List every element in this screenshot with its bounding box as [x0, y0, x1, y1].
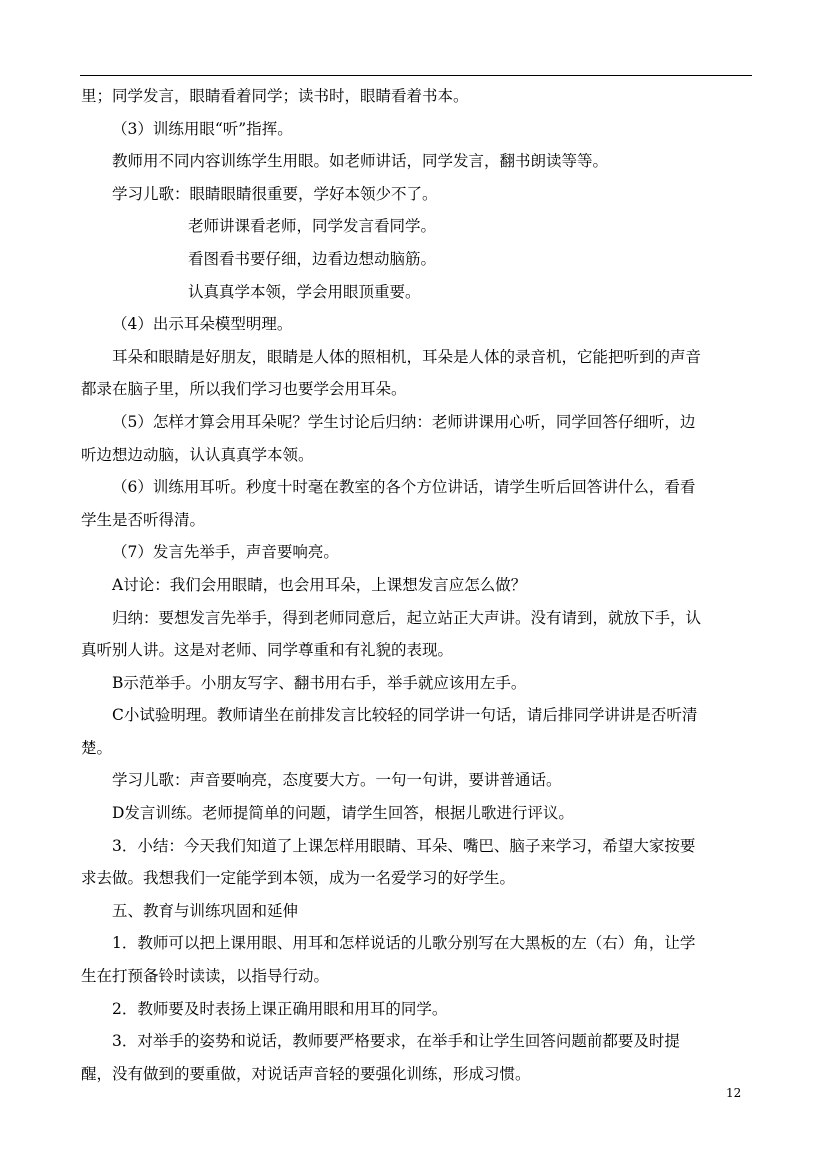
text-line: 看图看书要仔细，边看边想动脑筋。 [188, 249, 437, 268]
text-line: 认真真学本领，学会用眼顶重要。 [188, 282, 421, 301]
text-line: 真听别人讲。这是对老师、同学尊重和有礼貌的表现。 [81, 641, 454, 660]
text-line: 教师用不同内容训练学生用眼。如老师讲话，同学发言，翻书朗读等等。 [112, 152, 609, 171]
text-line: 楚。 [81, 738, 113, 757]
text-line: （5）怎样才算会用耳朵呢？学生讨论后归纳：老师讲课用心听，同学回答仔细听，边 [112, 412, 696, 431]
text-line: （4）出示耳朵模型明理。 [112, 315, 293, 334]
text-line: D发言训练。老师提简单的问题，请学生回答，根据儿歌进行评议。 [112, 804, 574, 823]
text-line: 学习儿歌：声音要响亮，态度要大方。一句一句讲，要讲普通话。 [112, 771, 562, 790]
text-line: 五、教育与训练巩固和延伸 [112, 901, 299, 920]
text-line: 求去做。我想我们一定能学到本领，成为一名爱学习的好学生。 [81, 869, 516, 888]
page-number: 12 [726, 1086, 742, 1100]
text-line: （3）训练用眼“听”指挥。 [112, 119, 293, 138]
text-line: （7）发言先举手，声音要响亮。 [112, 543, 339, 562]
text-line: 醒，没有做到的要重做，对说话声音轻的要强化训练，形成习惯。 [81, 1064, 531, 1083]
text-line: A讨论：我们会用眼睛，也会用耳朵，上课想发言应怎么做？ [112, 575, 527, 594]
text-line: （6）训练用耳听。秒度十时毫在教室的各个方位讲话，请学生听后回答讲什么，看看 [112, 478, 696, 497]
text-line: B示范举手。小朋友写字、翻书用右手，举手就应该用左手。 [112, 673, 527, 692]
text-line: 耳朵和眼睛是好朋友，眼睛是人体的照相机，耳朵是人体的录音机，它能把听到的声音 [112, 347, 702, 366]
text-line: 老师讲课看老师，同学发言看同学。 [188, 217, 437, 236]
text-line: 归纳：要想发言先举手，得到老师同意后，起立站正大声讲。没有请到，就放下手，认 [112, 608, 702, 627]
text-line: 3．小结：今天我们知道了上课怎样用眼睛、耳朵、嘴巴、脑子来学习，希望大家按要 [112, 836, 696, 855]
text-line: 3．对举手的姿势和说话，教师要严格要求，在举手和让学生回答问题前都要及时提 [112, 1032, 680, 1051]
text-line: 里；同学发言，眼睛看着同学；读书时，眼睛看着书本。 [81, 87, 469, 105]
text-line: 学习儿歌：眼睛眼睛很重要，学好本领少不了。 [112, 184, 438, 203]
text-line: 学生是否听得清。 [81, 510, 206, 529]
text-line: 1．教师可以把上课用眼、用耳和怎样说话的儿歌分别写在大黑板的左（右）角，让学 [112, 934, 696, 953]
text-line: 都录在脑子里，所以我们学习也要学会用耳朵。 [81, 380, 407, 399]
text-line: C小试验明理。教师请坐在前排发言比较轻的同学讲一句话，请后排同学讲讲是否听清 [112, 706, 698, 725]
document-body [81, 80, 753, 1090]
header-rule [80, 75, 752, 76]
text-line: 2．教师要及时表扬上课正确用眼和用耳的同学。 [112, 999, 448, 1018]
text-line: 生在打预备铃时读读，以指导行动。 [81, 967, 330, 986]
text-line: 听边想边动脑，认认真真学本领。 [81, 445, 314, 464]
